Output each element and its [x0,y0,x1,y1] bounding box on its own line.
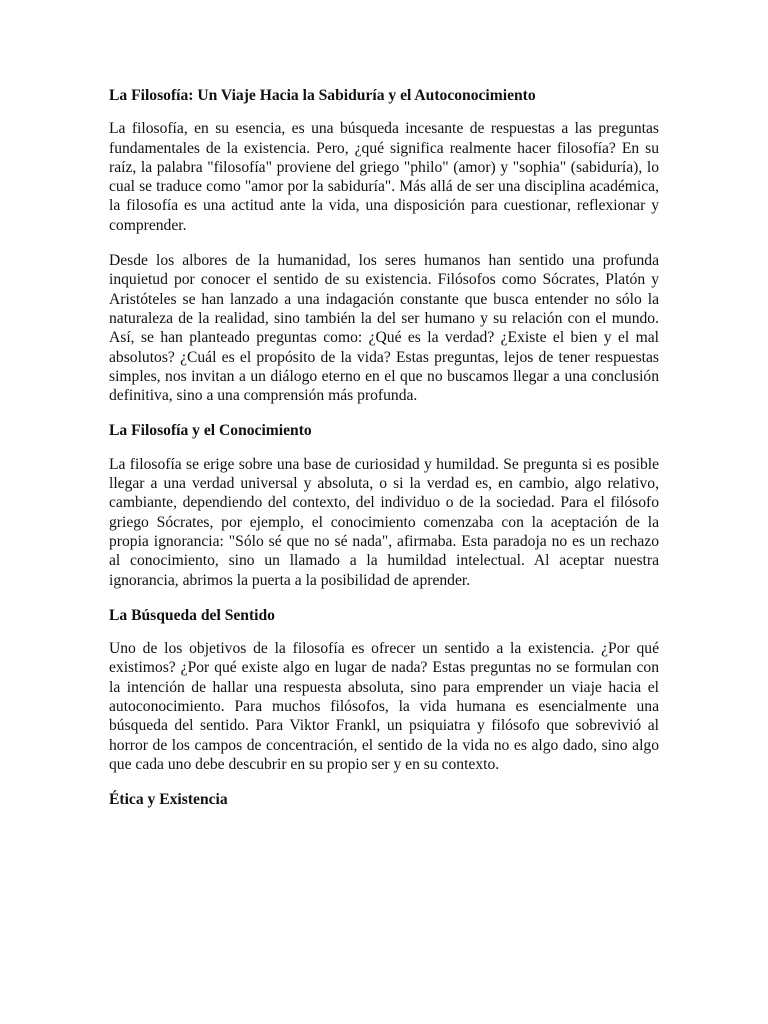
section-paragraph-sentido: Uno de los objetivos de la filosofía es ofrecer un sentido a la existencia. ¿Por qué existimos? ¿Por qué existe algo en lugar de nada? Estas preguntas no se formulan con la intención de hallar una respuesta absoluta, sino para emprender un viaje hacia el autoconocimiento. Para muchos filósofos, la vida humana es esencialmente una búsqueda del sentido. Para Viktor Frankl, un psiquiatra y filósofo que sobrevivió al horror de los campos de concentración, el sentido de la vida no es algo dado, sino algo que cada uno debe descubrir en su propio ser y en su contexto. [109,640,659,773]
section-heading-conocimiento: La Filosofía y el Conocimiento [109,422,312,440]
intro-paragraph-1: La filosofía, en su esencia, es una búsqueda incesante de respuestas a las preguntas fundamentales de la existencia. Pero, ¿qué significa realmente hacer filosofía? En su raíz, la palabra "filosofía" proviene del griego "philo" (amor) y "sophia" (sabiduría), lo cual se traduce como "amor por la sabiduría". Más allá de ser una disciplina académica, la filosofía es una actitud ante la vida, una disposición para cuestionar, reflexionar y comprender. [109,120,659,234]
section-paragraph-conocimiento: La filosofía se erige sobre una base de curiosidad y humildad. Se pregunta si es posible llegar a una verdad universal y absoluta, o si la verdad es, en cambio, algo relativo, cambiante, dependiendo del contexto, del individuo o de la sociedad. Para el filósofo griego Sócrates, por ejemplo, el conocimiento comenzaba con la aceptación de la propia ignorancia: "Sólo sé que no sé nada", afirmaba. Esta paradoja no es un rechazo al conocimiento, sino un llamado a la humildad intelectual. Al aceptar nuestra ignorancia, abrimos la puerta a la posibilidad de aprender. [109,455,659,589]
intro-paragraph-2: Desde los albores de la humanidad, los seres humanos han sentido una profunda inquietud por conocer el sentido de su existencia. Filósofos como Sócrates, Platón y Aristóteles se han lanzado a una indagación constante que busca entender no sólo la naturaleza de la realidad, sino también la del ser humano y su relación con el mundo. Así, se han planteado preguntas como: ¿Qué es la verdad? ¿Existe el bien y el mal absolutos? ¿Cuál es el propósito de la vida? Estas preguntas, lejos de tener respuestas simples, nos invitan a un diálogo eterno en el que no buscamos llegar a una conclusión definitiva, sino a una comprensión más profunda. [109,252,659,405]
section-heading-etica: Ética y Existencia [109,791,228,809]
document-page [109,86,659,824]
document-title: La Filosofía: Un Viaje Hacia la Sabiduría y el Autoconocimiento [109,87,536,104]
section-heading-sentido: La Búsqueda del Sentido [109,606,275,624]
